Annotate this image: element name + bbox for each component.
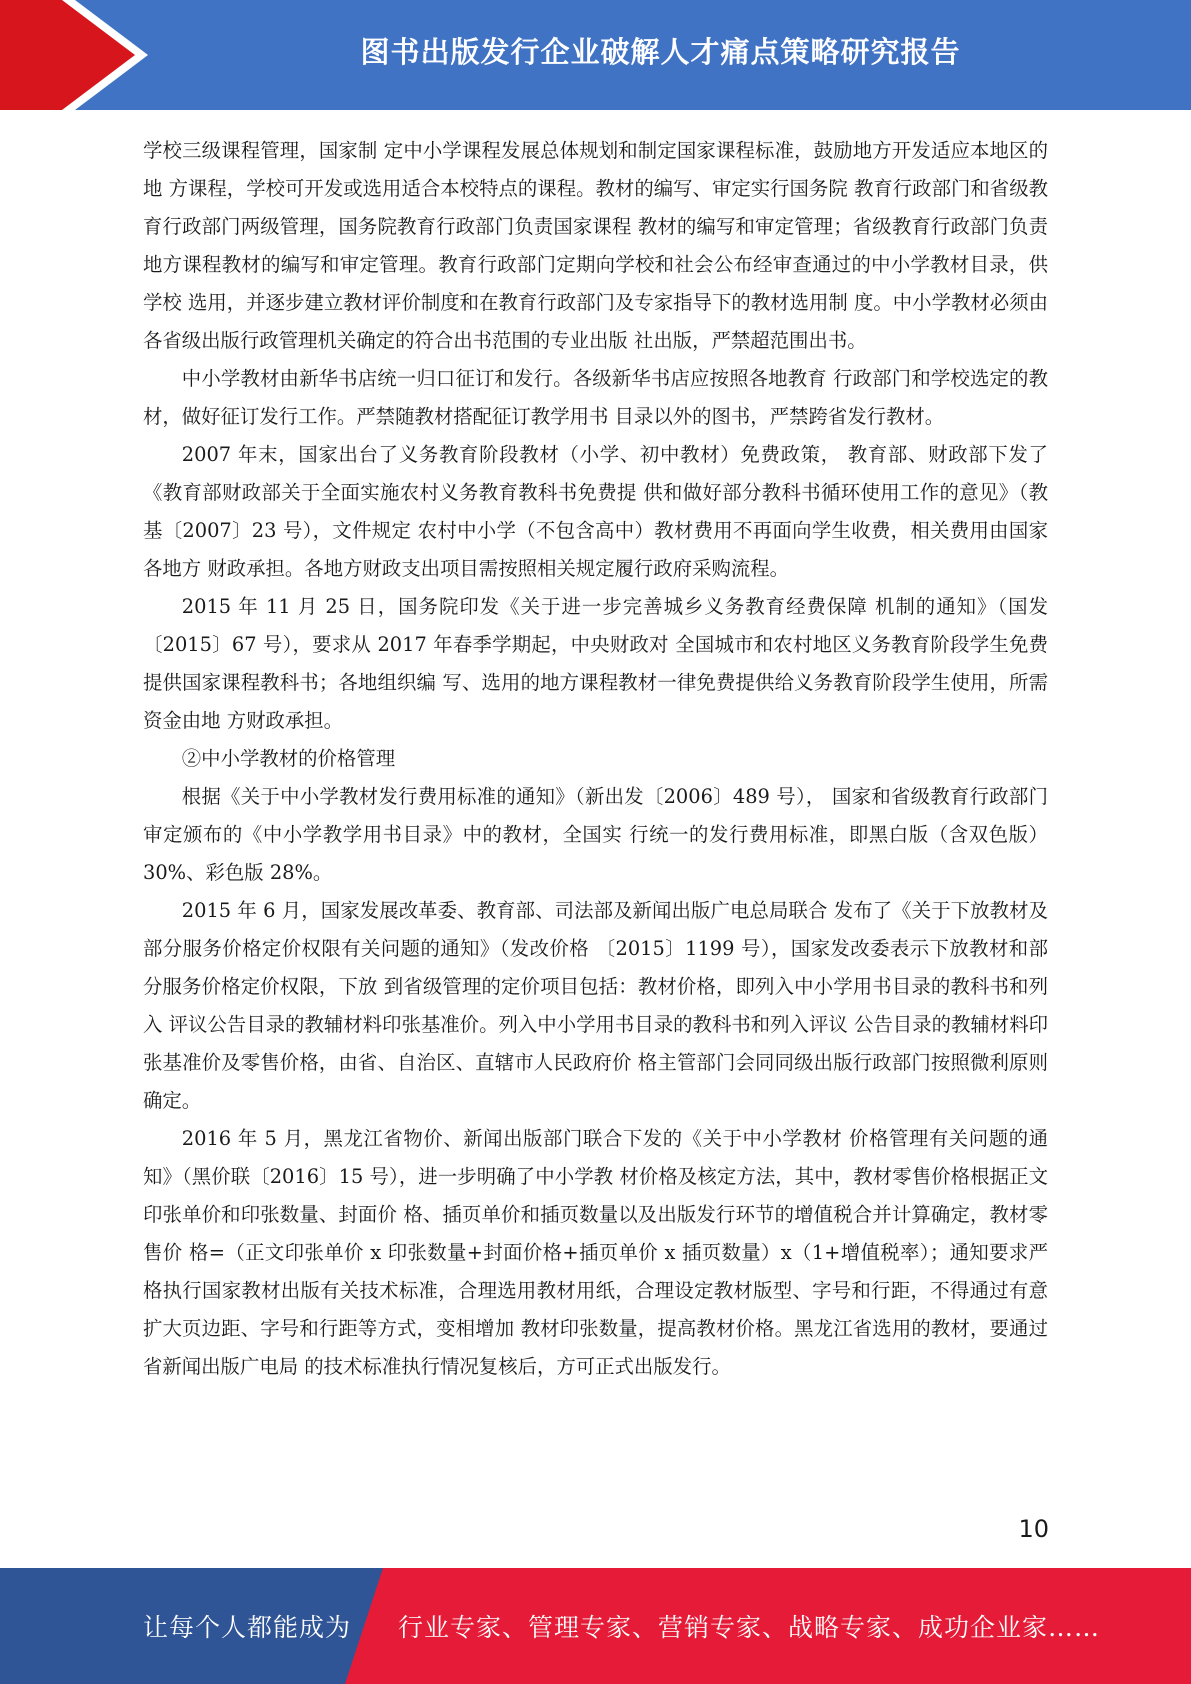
paragraph: 2015 年 11 月 25 日，国务院印发《关于进一步完善城乡义务教育经费保障 机制的通知》（国发〔2015〕67 号），要求从 2017 年春季学期起，中央财政对 全国城市和农村地区义务教育阶段学生免费提供国家课程教科书；各地组织编 写、选用的地方课程教材一律免费提供给义务教育阶段学生使用，所需资金由地 方财政承担。 [143, 595, 1048, 732]
paragraph: 中小学教材由新华书店统一归口征订和发行。各级新华书店应按照各地教育 行政部门和学校选定的教材，做好征订发行工作。严禁随教材搭配征订教学用书 目录以外的图书，严禁跨省发行教材。 [143, 367, 1048, 428]
paragraph: 学校三级课程管理，国家制 定中小学课程发展总体规划和制定国家课程标准，鼓励地方开发适应本地区的地 方课程，学校可开发或选用适合本校特点的课程。教材的编写、审定实行国务院 教育行政部门和省级教育行政部门两级管理，国务院教育行政部门负责国家课程 教材的编写和审定管理；省级教育行政部门负责地方课程教材的编写和审定管理。教育行政部门定期向学校和社会公布经审查通过的中小学教材目录，供学校 选用，并逐步建立教材评价制度和在教育行政部门及专家指导下的教材选用制 度。中小学教材必须由各省级出版行政管理机关确定的符合出书范围的专业出版 社出版，严禁超范围出书。 [143, 139, 1048, 352]
footer-slogan-roles: 行业专家、管理专家、营销专家、战略专家、成功企业家…… [398, 1613, 1101, 1642]
body-text [143, 132, 1048, 1386]
paragraph: 根据《关于中小学教材发行费用标准的通知》（新出发〔2006〕489 号）， 国家和省级教育行政部门审定颁布的《中小学教学用书目录》中的教材，全国实 行统一的发行费用标准，即黑白版（含双色版）30%、彩色版 28%。 [143, 785, 1048, 884]
chevron-arrow-icon [0, 0, 160, 110]
paragraph: ②中小学教材的价格管理 [181, 747, 396, 770]
paragraph: 2015 年 6 月，国家发展改革委、教育部、司法部及新闻出版广电总局联合 发布了《关于下放教材及部分服务价格定价权限有关问题的通知》（发改价格 〔2015〕1199 号），国家发改委表示下放教材和部分服务价格定价权限，下放 到省级管理的定价项目包括：教材价格，即列入中小学用书目录的教科书和列入 评议公告目录的教辅材料印张基准价。列入中小学用书目录的教科书和列入评议 公告目录的教辅材料印张基准价及零售价格，由省、自治区、直辖市人民政府价 格主管部门会同同级出版行政部门按照微利原则确定。 [143, 899, 1048, 1112]
document-title: 图书出版发行企业破解人才痛点策略研究报告 [360, 34, 961, 69]
header-banner [0, 0, 1191, 110]
page-number: 10 [1018, 1515, 1049, 1543]
footer-banner [0, 1568, 1191, 1684]
paragraph: 2016 年 5 月，黑龙江省物价、新闻出版部门联合下发的《关于中小学教材 价格管理有关问题的通知》（黑价联〔2016〕15 号），进一步明确了中小学教 材价格及核定方法，其中，教材零售价格根据正文印张单价和印张数量、封面价 格、插页单价和插页数量以及出版发行环节的增值税合并计算确定，教材零售价 格=（正文印张单价 x 印张数量+封面价格+插页单价 x 插页数量）x（1+增值税率）；通知要求严格执行国家教材出版有关技术标准，合理选用教材用纸，合理设定教材版型、字号和行距，不得通过有意扩大页边距、字号和行距等方式，变相增加 教材印张数量，提高教材价格。黑龙江省选用的教材，要通过省新闻出版广电局 的技术标准执行情况复核后，方可正式出版发行。 [143, 1127, 1048, 1378]
footer-slogan-lead: 让每个人都能成为 [143, 1613, 352, 1642]
paragraph: 2007 年末，国家出台了义务教育阶段教材（小学、初中教材）免费政策， 教育部、财政部下发了《教育部财政部关于全面实施农村义务教育教科书免费提 供和做好部分教科书循环使用工作的意见》（教基〔2007〕23 号），文件规定 农村中小学（不包含高中）教材费用不再面向学生收费，相关费用由国家各地方 财政承担。各地方财政支出项目需按照相关规定履行政府采购流程。 [143, 443, 1048, 580]
